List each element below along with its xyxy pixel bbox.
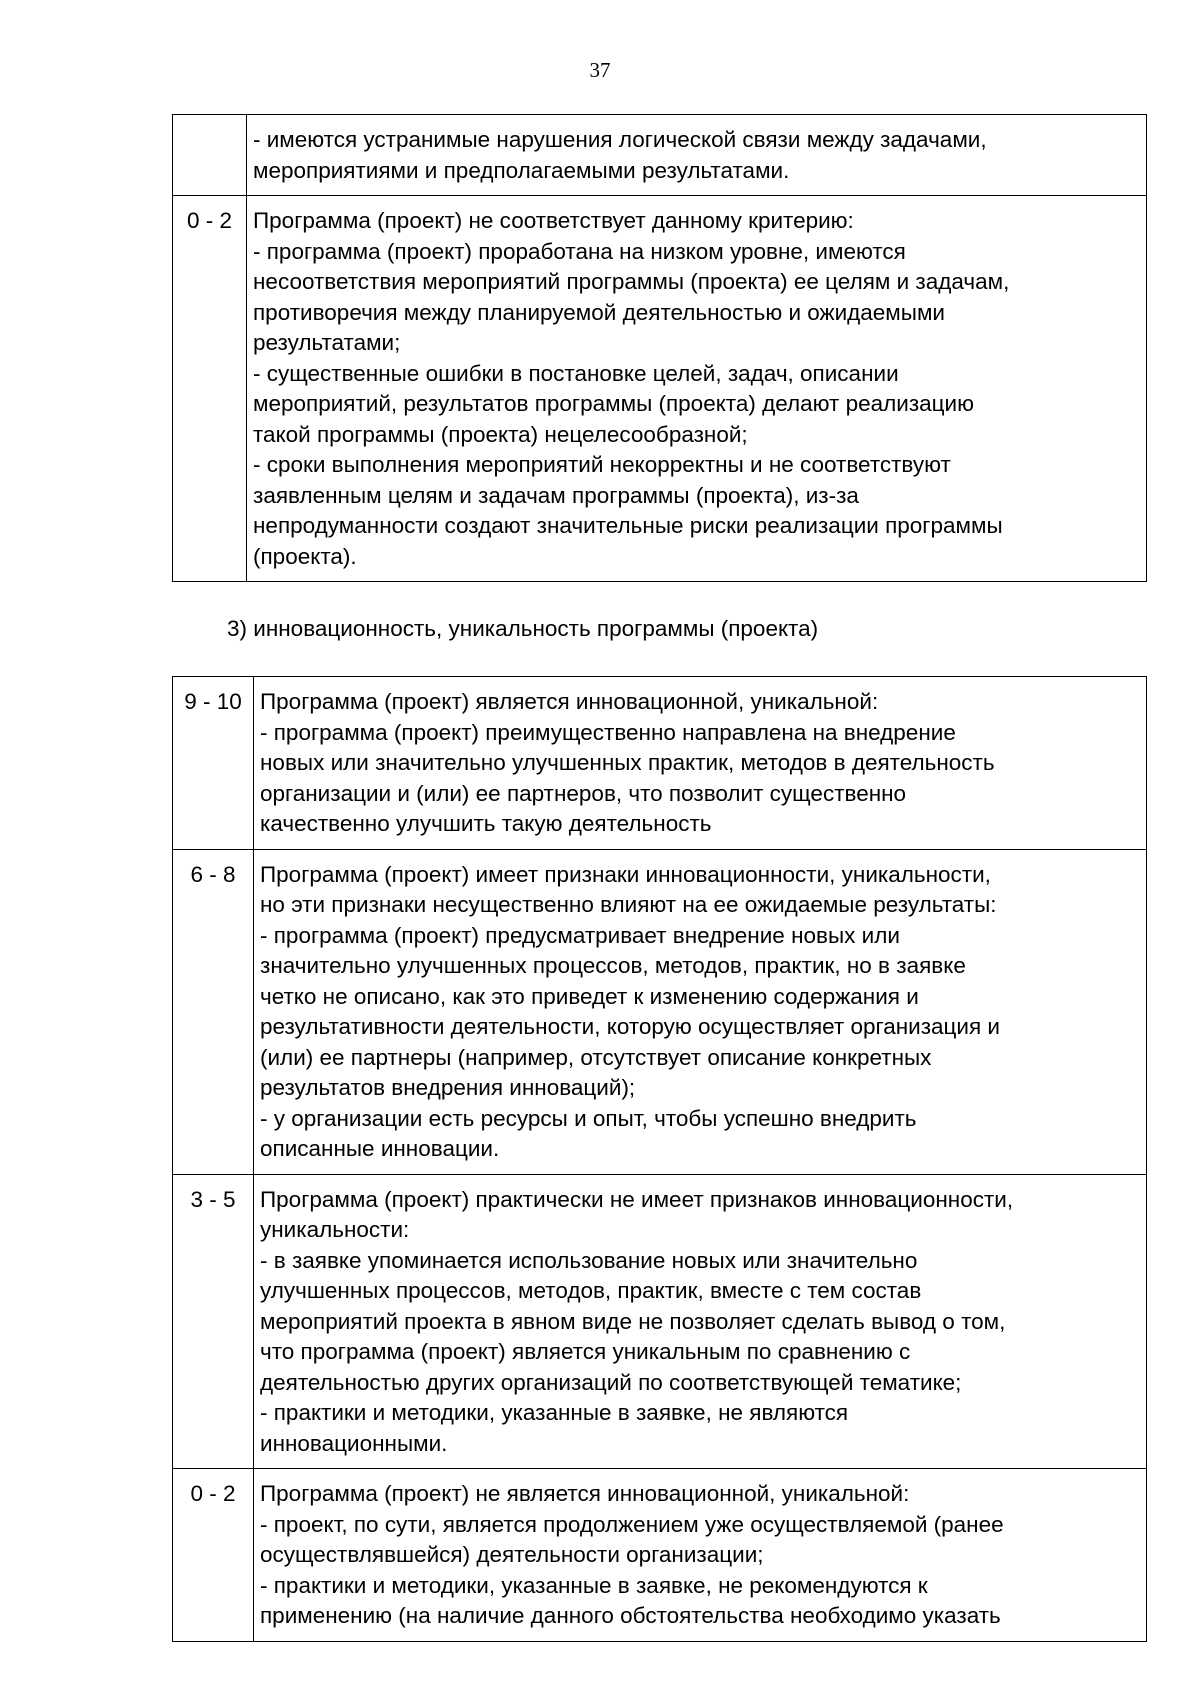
- description-line: - проект, по сути, является продолжением уже осуществляемой (ранее: [260, 1511, 1004, 1537]
- description-line: новых или значительно улучшенных практик, методов в деятельность: [260, 750, 995, 775]
- description-line: Программа (проект) практически не имеет признаков инновационности,: [260, 1186, 1014, 1212]
- criteria-table-continued: [172, 114, 1147, 582]
- score-cell: 3 - 5: [173, 1174, 254, 1469]
- description-line: - сроки выполнения мероприятий некорректны и не соответствуют: [253, 452, 951, 477]
- description-line: инновационными.: [260, 1430, 448, 1456]
- description-line: несоответствия мероприятий программы (проекта) ее целям и задачам,: [253, 269, 1010, 294]
- description-line: - практики и методики, указанные в заявке, не являются: [260, 1400, 849, 1425]
- description-line: - имеются устранимые нарушения логической связи между задачами,: [253, 127, 987, 152]
- description-cell: [254, 1469, 1147, 1642]
- table1-body: [173, 115, 1147, 582]
- innovation-criteria-table: [172, 676, 1147, 1642]
- description-line: значительно улучшенных процессов, методов, практик, но в заявке: [260, 953, 966, 978]
- table-row: [173, 115, 1147, 196]
- table-row: [173, 1469, 1147, 1642]
- description-line: описанные инновации.: [260, 1136, 500, 1161]
- description-cell: [247, 115, 1147, 196]
- score-cell: 9 - 10: [173, 677, 254, 850]
- table2-body: [173, 677, 1147, 1642]
- description-cell: [254, 849, 1147, 1174]
- description-line: мероприятий, результатов программы (проекта) делают реализацию: [253, 391, 974, 416]
- description-line: - у организации есть ресурсы и опыт, чтобы успешно внедрить: [260, 1105, 917, 1131]
- description-line: Программа (проект) имеет признаки инновационности, уникальности,: [260, 861, 991, 887]
- score-cell: [173, 115, 247, 196]
- description-line: результатов внедрения инноваций);: [260, 1075, 636, 1100]
- section-heading: 3) инновационность, уникальность программы (проекта): [227, 616, 819, 641]
- description-line: - программа (проект) предусматривает внедрение новых или: [260, 922, 900, 948]
- description-line: результатами;: [253, 330, 401, 355]
- description-cell: [254, 1174, 1147, 1469]
- description-line: применению (на наличие данного обстоятельства необходимо указать: [260, 1603, 1001, 1628]
- description-line: что программа (проект) является уникальным по сравнению с: [260, 1339, 911, 1364]
- description-line: Программа (проект) не является инновационной, уникальной:: [260, 1481, 910, 1506]
- description-line: - в заявке упоминается использование новых или значительно: [260, 1247, 918, 1273]
- description-line: но эти признаки несущественно влияют на ее ожидаемые результаты:: [260, 892, 997, 917]
- description-cell: [247, 196, 1147, 582]
- score-cell: 0 - 2: [173, 1469, 254, 1642]
- description-line: (проекта).: [253, 543, 357, 569]
- description-line: уникальности:: [260, 1217, 410, 1242]
- description-line: результативности деятельности, которую осуществляет организация и: [260, 1014, 1000, 1039]
- description-line: (или) ее партнеры (например, отсутствует описание конкретных: [260, 1044, 932, 1070]
- description-line: деятельностью других организаций по соответствующей тематике;: [260, 1369, 962, 1395]
- score-cell: 0 - 2: [173, 196, 247, 582]
- score-cell: 6 - 8: [173, 849, 254, 1174]
- description-line: заявленным целям и задачам программы (проекта), из-за: [253, 482, 859, 508]
- description-line: - программа (проект) преимущественно направлена на внедрение: [260, 719, 956, 745]
- description-line: улучшенных процессов, методов, практик, вместе с тем состав: [260, 1278, 922, 1303]
- description-line: противоречия между планируемой деятельностью и ожидаемыми: [253, 299, 945, 325]
- table-row: [173, 1174, 1147, 1469]
- description-line: организации и (или) ее партнеров, что позволит существенно: [260, 780, 907, 806]
- description-cell: [254, 677, 1147, 850]
- description-line: непродуманности создают значительные риски реализации программы: [253, 513, 1003, 538]
- description-line: Программа (проект) является инновационной, уникальной:: [260, 689, 879, 714]
- description-line: четко не описано, как это приведет к изменению содержания и: [260, 983, 919, 1009]
- description-line: такой программы (проекта) нецелесообразной;: [253, 421, 748, 447]
- description-line: - практики и методики, указанные в заявке, не рекомендуются к: [260, 1572, 928, 1598]
- description-line: мероприятиями и предполагаемыми результатами.: [253, 157, 790, 183]
- description-line: Программа (проект) не соответствует данному критерию:: [253, 208, 854, 233]
- description-line: - программа (проект) проработана на низком уровне, имеются: [253, 238, 906, 264]
- table-row: [173, 677, 1147, 850]
- description-line: мероприятий проекта в явном виде не позволяет сделать вывод о том,: [260, 1308, 1006, 1334]
- description-line: осуществлявшейся) деятельности организации;: [260, 1542, 764, 1567]
- description-line: - существенные ошибки в постановке целей, задач, описании: [253, 360, 899, 386]
- table-row: [173, 196, 1147, 582]
- table-row: [173, 849, 1147, 1174]
- description-line: качественно улучшить такую деятельность: [260, 811, 712, 836]
- page-number: 37: [589, 58, 611, 82]
